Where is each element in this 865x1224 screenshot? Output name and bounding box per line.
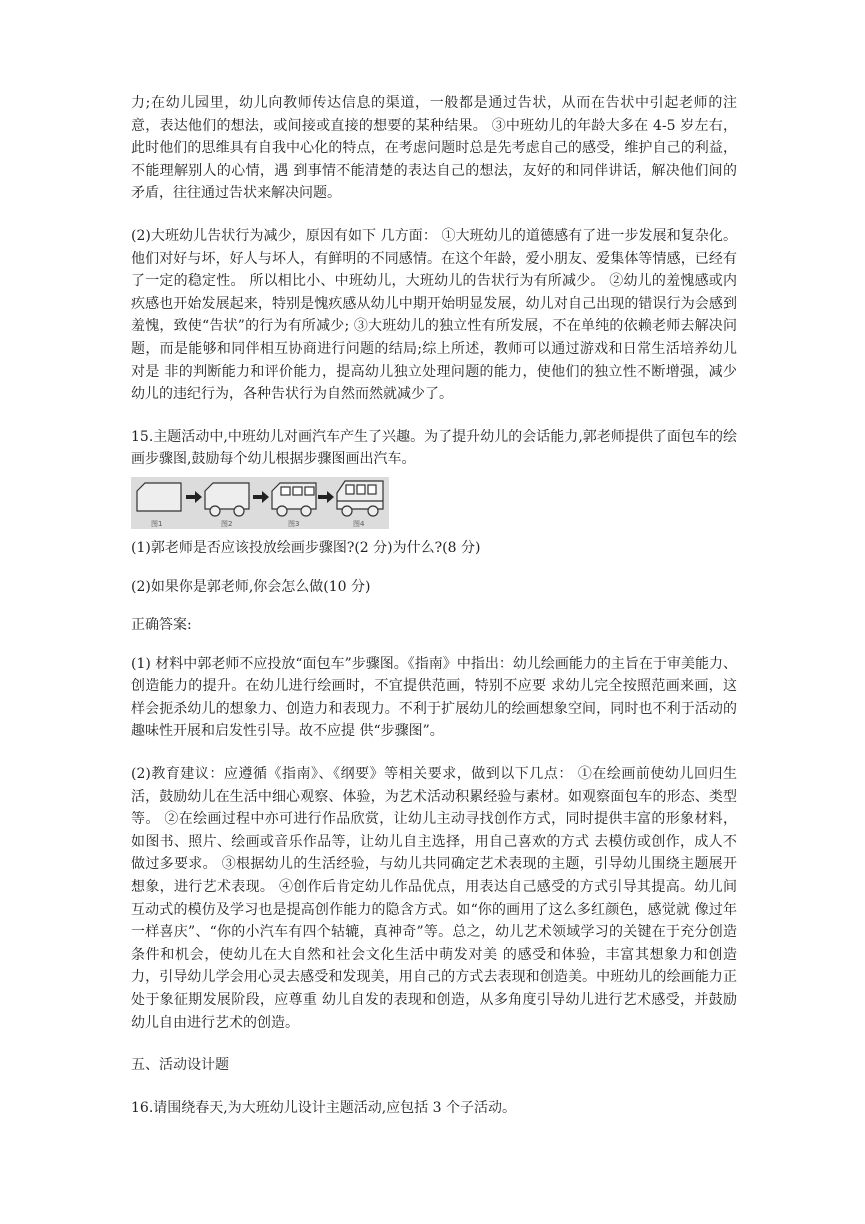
question-16: 16.请围绕春天,为大班幼儿设计主题活动,应包括 3 个子活动。 <box>131 1099 516 1116</box>
question-15: 15.主题活动中,中班幼儿对画汽车产生了兴趣。为了提升幼儿的会话能力,郭老师提供了面包车的绘画步骤图,鼓励每个幼儿根据步骤图画出汽车。 <box>131 428 737 468</box>
step-2-van-wheels <box>205 483 249 516</box>
question-15-part-2: (2)如果你是郭老师,你会怎么做(10 分) <box>131 578 371 595</box>
paragraph-senior-class-telling: (2)大班幼儿告状行为减少，原因有如下 几方面： ①大班幼儿的道德感有了进一步发展和复杂化。他们对好与坏，好人与坏人，有鲜明的不同感情。在这个年龄，爱小朋友、爱集体等情感，已经有了一定的稳定性。 所以相比小、中班幼儿，大班幼儿的告状行为有所减少。 ②幼儿的羞愧感或内疚感也开始发展起来，特别是愧疚感从幼儿中期开始明显发展，幼儿对自己出现的错误行为会感到羞愧，致使“告状”的行为有所减少; ③大班幼儿的独立性有所发展，不在单纯的依赖老师去解决问题，而是能够和同伴相互协商进行问题的结局;综上所述，教师可以通过游戏和日常生活培养幼儿对是 非的判断能力和评价能力，提高幼儿独立处理问题的能力，使他们的独立性不断增强，减少幼儿的违纪行为，各种告状行为自然而然就减少了。 <box>131 227 737 403</box>
van-steps-svg <box>131 477 389 529</box>
section-heading-activity-design: 五、活动设计题 <box>131 1057 229 1074</box>
arrow-icon <box>318 491 334 503</box>
step-3-van-windows <box>272 483 316 516</box>
caption-step-2: 图2 <box>221 519 233 528</box>
question-15-part-1: (1)郭老师是否应该投放绘画步骤图?(2 分)为什么?(8 分) <box>131 539 481 556</box>
caption-step-1: 图1 <box>151 519 163 528</box>
answer-label: 正确答案: <box>131 617 192 634</box>
step-4-van-complete <box>337 481 383 516</box>
step-1-van-outline <box>137 483 181 511</box>
arrow-icon <box>186 491 202 503</box>
caption-step-4: 图4 <box>353 519 365 528</box>
caption-step-3: 图3 <box>288 519 300 528</box>
answer-part-1: (1) 材料中郭老师不应投放“面包车”步骤图。《指南》中指出：幼儿绘画能力的主旨在于审美能力、创造能力的提升。在幼儿进行绘画时，不宜提供范画，特别不应要 求幼儿完全按照范画来画，这样会扼杀幼儿的想象力、创造力和表现力。不利于扩展幼儿的绘画想象空间，同时也不利于活动的趣味性开展和启发性引导。故不应提 供“步骤图”。 <box>131 655 737 740</box>
van-drawing-steps-figure <box>131 477 389 529</box>
answer-part-2: (2)教育建议：应遵循《指南》、《纲要》等相关要求，做到以下几点： ①在绘画前使幼儿回归生活，鼓励幼儿在生活中细心观察、体验，为艺术活动积累经验与素材。如观察面包车的形态、类型等。 ②在绘画过程中亦可进行作品欣赏，让幼儿主动寻找创作方式，同时提供丰富的形象材料，如图书、照片、绘画或音乐作品等，让幼儿自主选择，用自己喜欢的方式 去模仿或创作，成人不做过多要求。 ③根据幼儿的生活经验，与幼儿共同确定艺术表现的主题，引导幼儿围绕主题展开想象，进行艺术表现。 ④创作后肯定幼儿作品优点，用表达自己感受的方式引导其提高。幼儿间互动式的模仿及学习也是提高创作能力的隐含方式。如“你的画用了这么多红颜色，感觉就 像过年一样喜庆”、“你的小汽车有四个轱辘，真神奇”等。总之，幼儿艺术领域学习的关键在于充分创造条件和机会，使幼儿在大自然和社会文化生活中萌发对美 的感受和体验，丰富其想象力和创造力，引导幼儿学会用心灵去感受和发现美，用自己的方式去表现和创造美。中班幼儿的绘画能力正处于象征期发展阶段，应尊重 幼儿自发的表现和创造，从多角度引导幼儿进行艺术感受，并鼓励幼儿自由进行艺术的创造。 <box>131 766 737 1031</box>
arrow-icon <box>253 491 269 503</box>
paragraph-kindergarten-telling: 力;在幼儿园里，幼儿向教师传达信息的渠道，一般都是通过告状，从而在告状中引起老师的注 意，表达他们的想法，或间接或直接的想要的某种结果。 ③中班幼儿的年龄大多在 4-5 岁左右，此时他们的思维具有自我中心化的特点，在考虑问题时总是先考虑自己的感受，维护自己的利益，不能理解别人的心情，遇 到事情不能清楚的表达自己的想法，友好的和同伴讲话，解决他们间的矛盾，往往通过告状来解决问题。 <box>131 95 737 202</box>
